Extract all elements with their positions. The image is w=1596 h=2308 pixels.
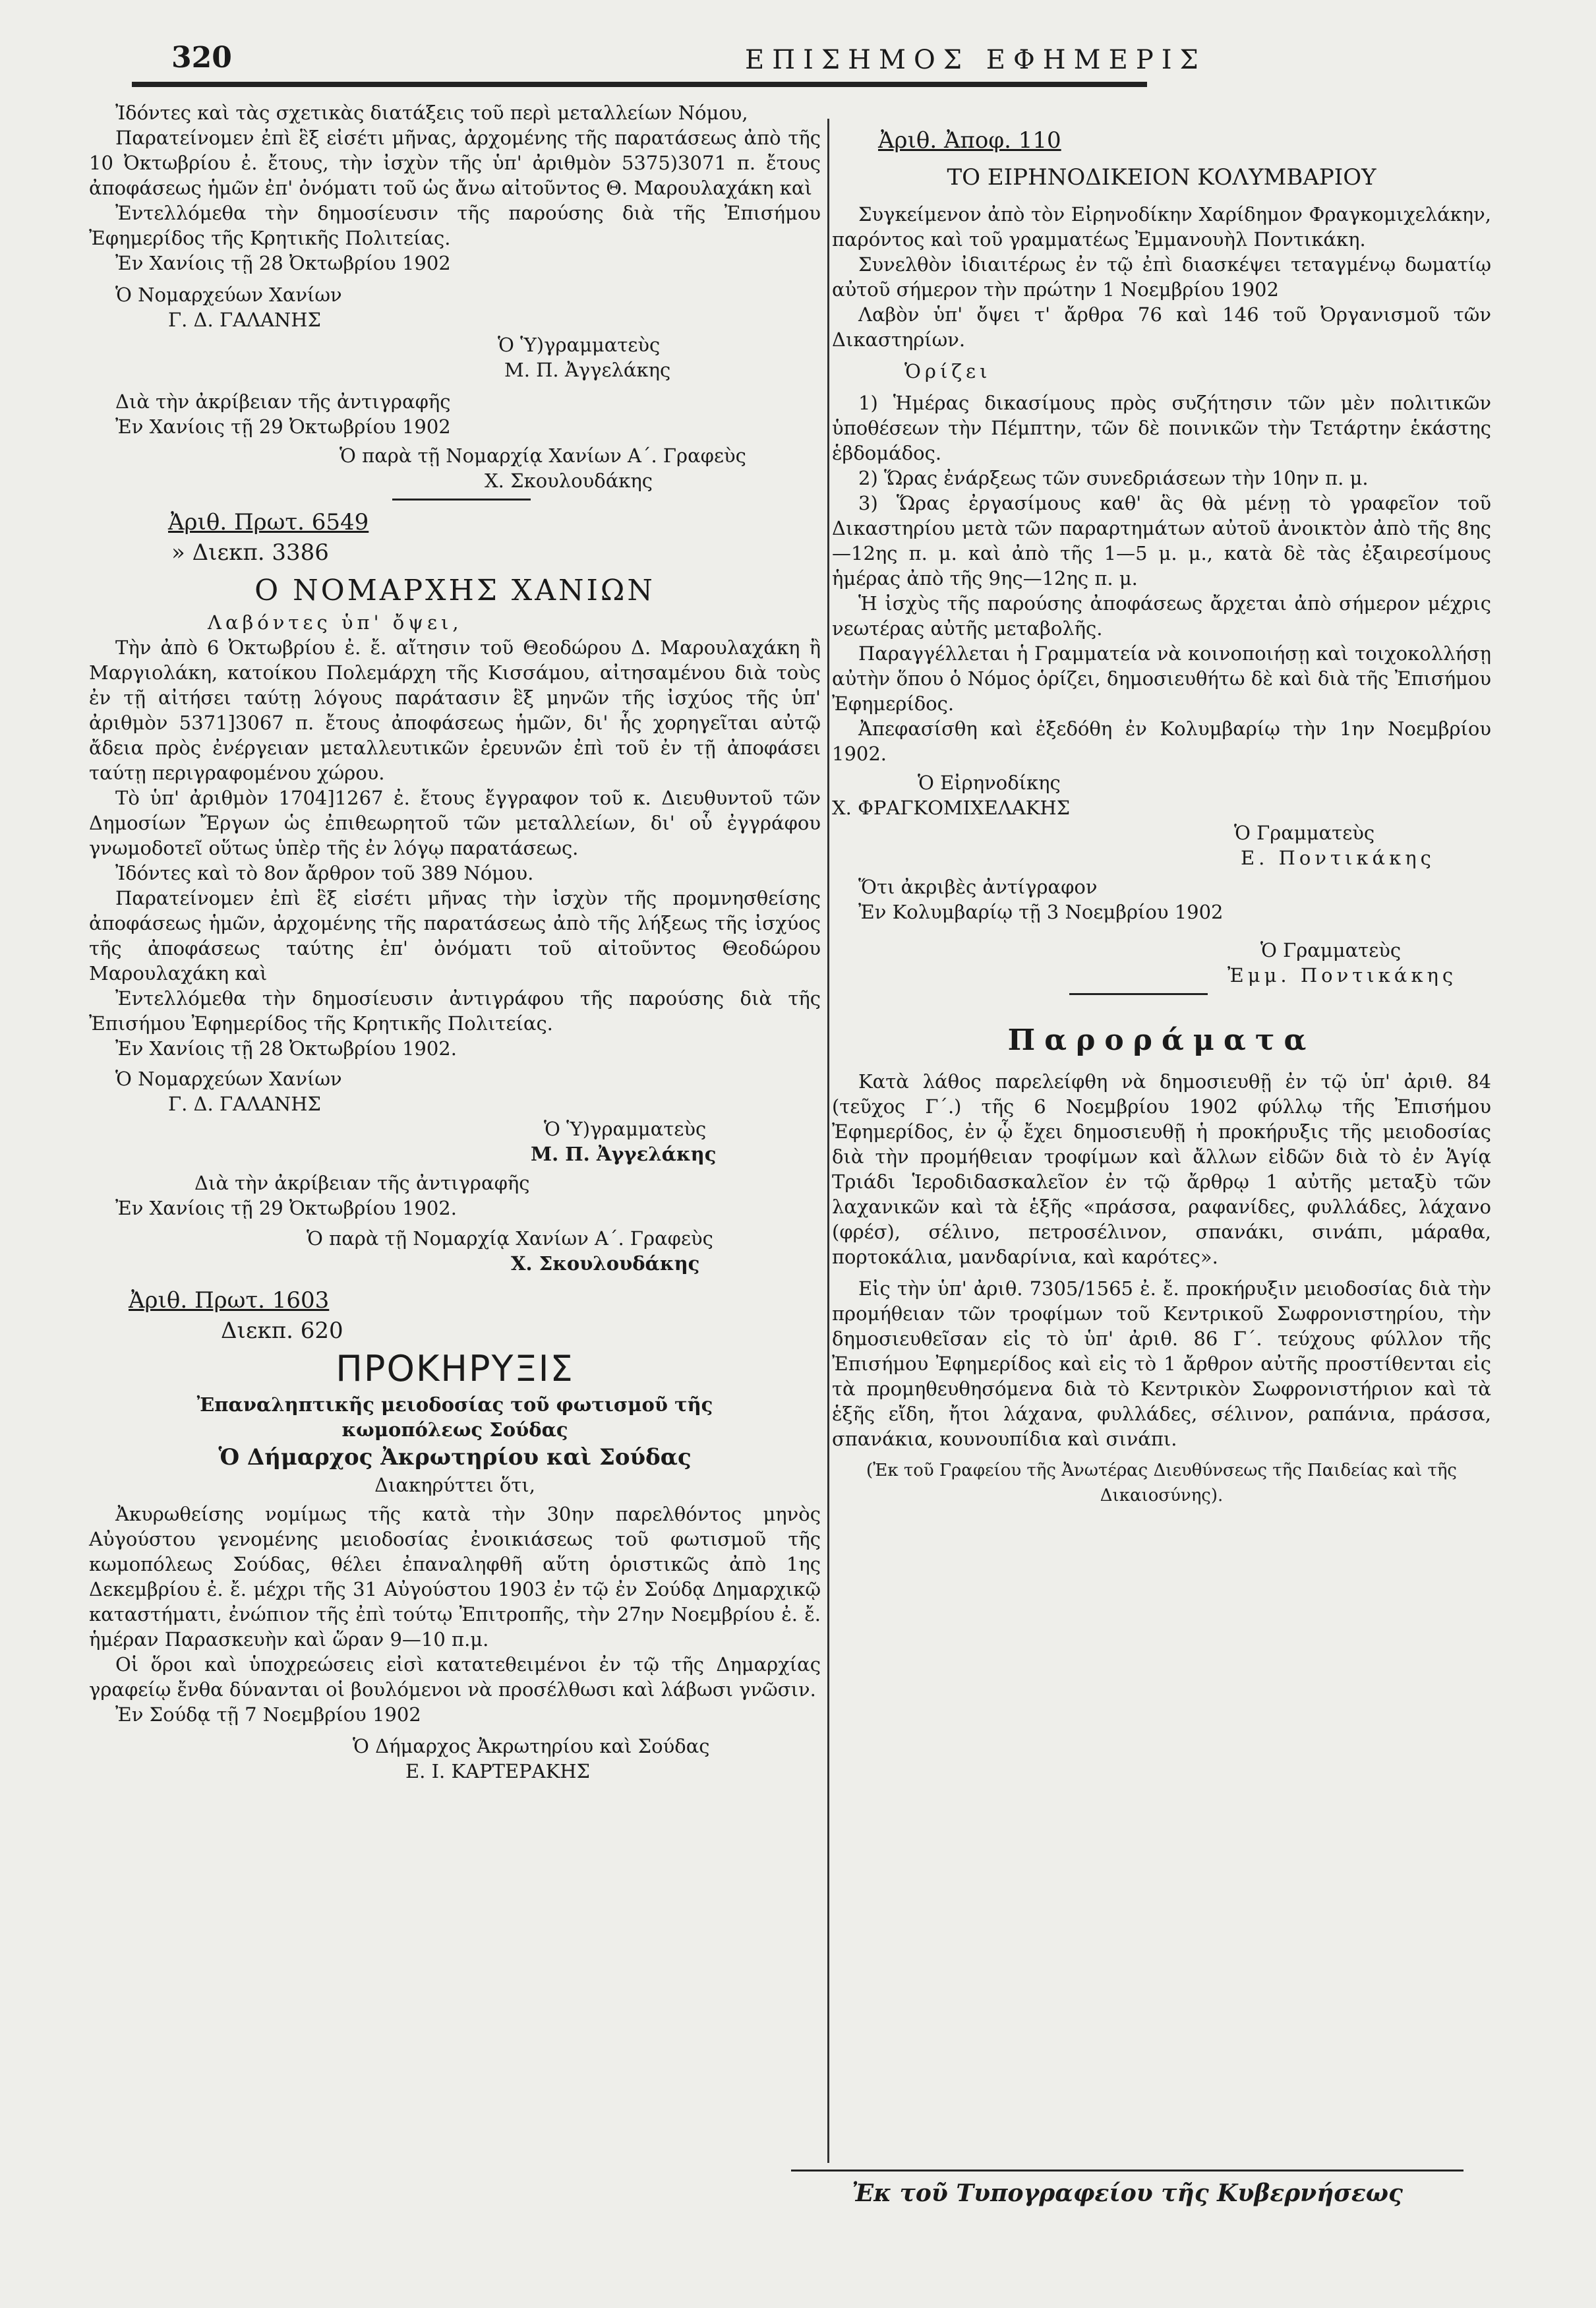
proclamation-issuer: Ὁ Δήμαρχος Ἀκρωτηρίου καὶ Σούδας	[218, 1444, 692, 1471]
decision-number: Ἀριθ. Ἀποφ. 110	[878, 127, 1061, 154]
right-column	[832, 125, 1491, 1508]
signatory-name: Ε. Ι. ΚΑΡΤΕΡΑΚΗΣ	[405, 1760, 591, 1782]
date-line: Ἐν Χανίοις τῇ 29 Ὀκτωβρίου 1902	[115, 415, 451, 438]
paragraph: Ἐντελλόμεθα τὴν δημοσίευσιν τῆς παρούσης διὰ τῆς Ἐπισήμου Ἐφημερίδος τῆς Κρητικῆς Πολιτείας.	[89, 202, 821, 249]
date-line: Ἐν Χανίοις τῇ 28 Ὀκτωβρίου 1902.	[115, 1037, 457, 1060]
paragraph: Οἱ ὅροι καὶ ὑποχρεώσεις εἰσὶ κατατεθειμένοι ἐν τῷ τῆς Δημαρχίας γραφείῳ ἔνθα δύνανται οἱ βουλόμενοι νὰ προσέλθωσι καὶ λάβωσι γνῶσιν.	[89, 1653, 821, 1701]
signatory-name: Γ. Δ. ΓΑΛΑΝΗΣ	[168, 1093, 322, 1115]
spacer	[832, 193, 1491, 202]
date-line: Ἐν Χανίοις τῇ 28 Ὀκτωβρίου 1902	[115, 252, 451, 274]
certification-line: Ὅτι ἀκριβὲς ἀντίγραφον	[858, 876, 1098, 898]
proclamation-subtitle: Ἐπαναληπτικῆς μειοδοσίας τοῦ φωτισμοῦ τῆς κωμοπόλεως Σούδας	[196, 1393, 713, 1441]
date-line: Ἐν Σούδᾳ τῇ 7 Νοεμβρίου 1902	[115, 1703, 421, 1726]
paragraph: Ἀκυρωθείσης νομίμως τῆς κατὰ τὴν 30ην παρελθόντος μηνὸς Αὐγούστου γενομένης μειοδοσίας ἐνοικιάσεως τοῦ φωτισμοῦ τῆς κωμοπόλεως Σούδας, θέλει ἐπαναληφθῆ αὕτη ὁριστικῶς ἀπὸ 1ης Δεκεμβρίου ἐ. ἔ. μέχρι τῆς 31 Αὐγούστου 1903 ἐν τῷ ἐν Σούδᾳ Δημαρχικῷ καταστήματι, ἐνώπιον τῆς ἐπὶ τούτῳ Ἐπιτροπῆς, τὴν 27ην Νοεμβρίου ἐ. ἔ. ἡμέραν Παρασκευὴν καὶ ὥραν 9—10 π.μ.	[89, 1503, 821, 1651]
paragraph: Ἡ ἰσχὺς τῆς παρούσης ἀποφάσεως ἄρχεται ἀπὸ σήμερον μέχρις νεωτέρας αὐτῆς μεταβολῆς.	[832, 592, 1491, 640]
certification-line: Διὰ τὴν ἀκρίβειαν τῆς ἀντιγραφῆς	[194, 1172, 530, 1194]
header-rule	[132, 82, 1147, 87]
signatory-title: Ὁ παρὰ τῇ Νομαρχίᾳ Χανίων Α΄. Γραφεὺς	[340, 444, 746, 467]
protocol-number: Ἀριθ. Πρωτ. 1603	[129, 1287, 330, 1314]
signatory-name: Μ. Π. Ἀγγελάκης	[504, 359, 671, 381]
paragraph: Κατὰ λάθος παρελείφθη νὰ δημοσιευθῇ ἐν τῷ ὑπ' ἀριθ. 84 (τεῦχος Γ΄.) τῆς 6 Νοεμβρίου 1902 φύλλῳ τῆς Ἐπισήμου Ἐφημερίδος, ἐν ᾧ ἔχει δημοσιευθῇ ἡ προκήρυξις τῆς μειοδοσίας διὰ τὴν προμήθειαν τροφίμων καὶ ἄλλων εἰδῶν διὰ τὸ ἐν Ἁγίᾳ Τριάδι Ἱεροδιδασκαλεῖον ἐν τῷ ἄρθρῳ 1 αὐτῆς μεταξὺ τῶν λαχανικῶν καὶ τὰ ἑξῆς «πράσσα, ραφανίδες, φυλλάδες, λάχανο (φρέσ), σέλινο, πετροσέλινον, σπανάκι, σινάπι, μάραθα, πορτοκάλια, μανδαρίνια, καὶ καρότες».	[832, 1070, 1491, 1268]
signatory-title: Ὁ Γραμματεὺς	[1260, 939, 1402, 961]
column-divider	[827, 119, 829, 2163]
preamble: Λαβόντες ὑπ' ὄψει,	[208, 611, 463, 634]
court-heading: ΤΟ ΕΙΡΗΝΟΔΙΚΕΙΟΝ ΚΟΛΥΜΒΑΡΙΟΥ	[947, 164, 1376, 191]
dispatch-number: Διεκπ. 620	[221, 1318, 343, 1344]
errata-heading: Παροράματα	[1007, 1023, 1316, 1057]
signatory-name: Μ. Π. Ἀγγελάκης	[531, 1143, 717, 1165]
spacer	[832, 1060, 1491, 1069]
printer-imprint: Ἐκ τοῦ Τυπογραφείου τῆς Κυβερνήσεως	[852, 2179, 1403, 2207]
paragraph: Συνελθὸν ἰδιαιτέρως ἐν τῷ ἐπὶ διασκέψει τεταγμένῳ δωματίῳ αὐτοῦ σήμερον τὴν πρώτην 1 Νοεμβρίου 1902	[832, 253, 1491, 301]
signatory-title: Ὁ Νομαρχεύων Χανίων	[115, 1068, 342, 1090]
section-heading: Ο ΝΟΜΑΡΧΗΣ ΧΑΝΙΩΝ	[254, 574, 655, 607]
date-line: Ἐν Χανίοις τῇ 29 Ὀκτωβρίου 1902.	[115, 1197, 457, 1219]
paragraph: Παρατείνομεν ἐπὶ ἓξ εἰσέτι μῆνας τὴν ἰσχὺν τῆς προμνησθείσης ἀποφάσεως ἡμῶν, ἀρχομένης τῆς παρατάσεως ἀπὸ τῆς λήξεως τῆς ἰσχύος τῆς ἀποφάσεως ταύτης ἐπ' ὀνόματι τοῦ αἰτοῦντος Θεοδώρου Μαρουλαχάκη καὶ	[89, 887, 821, 985]
spacer	[832, 1002, 1491, 1021]
paragraph: Ἰδόντες καὶ τὰς σχετικὰς διατάξεις τοῦ περὶ μεταλλείων Νόμου,	[115, 102, 748, 124]
paragraph: Λαβὸν ὑπ' ὄψει τ' ἄρθρα 76 καὶ 146 τοῦ Ὀργανισμοῦ τῶν Δικαστηρίων.	[832, 303, 1491, 351]
signatory-name: Χ. Σκουλουδάκης	[485, 470, 653, 492]
footer-rule	[791, 2170, 1463, 2171]
separator-rule	[1069, 993, 1208, 995]
paragraph: Τὴν ἀπὸ 6 Ὀκτωβρίου ἐ. ἔ. αἴτησιν τοῦ Θεοδώρου Δ. Μαρουλαχάκη ἢ Μαργιολάκη, κατοίκου Πολεμάρχη τῆς Κισσάμου, αἰτησαμένου διὰ τοὺς ἐν τῇ αἰτήσει ταύτῃ λόγους παράτασιν ἓξ μηνῶν τῆς ἰσχύος τῆς ὑπ' ἀριθμὸν 5371]3067 π. ἔτους ἀποφάσεως ἡμῶν, δι' ἧς χορηγεῖται αὐτῷ ἄδεια πρὸς ἐνέργειαν μεταλλευτικῶν ἐρευνῶν ἐπὶ τοῦ ἐν τῇ ἀποφάσει ταύτῃ περιγραφομένου χώρου.	[89, 636, 821, 784]
paragraph: Ἀπεφασίσθη καὶ ἐξεδόθη ἐν Κολυμβαρίῳ τὴν 1ην Νοεμβρίου 1902.	[832, 717, 1491, 765]
separator-rule	[392, 499, 531, 501]
signatory-title: Ὁ Γραμματεὺς	[1234, 822, 1375, 844]
protocol-number: Ἀριθ. Πρωτ. 6549	[168, 509, 369, 535]
paragraph: Τὸ ὑπ' ἀριθμὸν 1704]1267 ἐ. ἔτους ἔγγραφον τοῦ κ. Διευθυντοῦ τῶν Δημοσίων Ἔργων ὡς ἐπιθεωρητοῦ τῶν μεταλλείων, δι' οὗ ἐγγράφου γνωμοδοτεῖ οὕτως ὑπὲρ τῆς ἐν λόγῳ παρατάσεως.	[89, 787, 821, 859]
dispatch-number: » Διεκπ. 3386	[171, 539, 329, 566]
signatory-title: Ὁ Δήμαρχος Ἀκρωτηρίου καὶ Σούδας	[353, 1735, 710, 1757]
page-number: 320	[171, 41, 232, 75]
signatory-name: Ἐμμ. Ποντικάκης	[1227, 964, 1458, 987]
signatory-title: Ὁ Νομαρχεύων Χανίων	[115, 284, 342, 306]
signatory-name: Γ. Δ. ΓΑΛΑΝΗΣ	[168, 309, 322, 331]
paragraph: Εἰς τὴν ὑπ' ἀριθ. 7305/1565 ἐ. ἔ. προκήρυξιν μειοδοσίας διὰ τὴν προμήθειαν τῶν τροφίμων τοῦ Κεντρικοῦ Σωφρονιστηρίου, τὴν δημοσιευθεῖσαν εἰς τὸ ὑπ' ἀριθ. 86 Γ΄. τεύχους φύλλον τῆς Ἐπισήμου Ἐφημερίδος καὶ εἰς τὸ 1 ἄρθρον αὐτῆς προστίθενται εἰς τὰ προμηθευθησόμενα διὰ τὸ Κεντρικὸν Σωφρονιστήριον καὶ τὰ ἑξῆς εἴδη, ἤτοι λάχανα, φυλλάδες, σέλινον, ραπάνια, πράσσα, σπανάκια, κουνουπίδια καὶ σινάπι.	[832, 1277, 1491, 1450]
signatory-name: Χ. Σκουλουδάκης	[511, 1252, 700, 1275]
paragraph: Παραγγέλλεται ἡ Γραμματεία νὰ κοινοποιήσῃ καὶ τοιχοκολλήσῃ αὐτὴν ὅπου ὁ Νόμος ὁρίζει, δημοσιευθήτω δὲ καὶ διὰ τῆς Ἐπισήμου Ἐφημερίδος.	[832, 642, 1491, 715]
list-item: 2) Ὥρας ἐνάρξεως τῶν συνεδριάσεων τὴν 10ην π. μ.	[858, 467, 1369, 489]
paragraph: Ἐντελλόμεθα τὴν δημοσίευσιν ἀντιγράφου τῆς παρούσης διὰ τῆς Ἐπισήμου Ἐφημερίδος τῆς Κρητικῆς Πολιτείας.	[89, 987, 821, 1035]
certification-line: Διὰ τὴν ἀκρίβειαν τῆς ἀντιγραφῆς	[115, 390, 451, 413]
list-item: 3) Ὥρας ἐργασίμους καθ' ἃς θὰ μένῃ τὸ γραφεῖον τοῦ Δικαστηρίου μετὰ τῶν παραρτημάτων αὐτοῦ ἀνοικτὸν ἀπὸ τῆς 8ης —12ης π. μ. καὶ ἀπὸ τῆς 1—5 μ. μ., κατὰ δὲ τὰς ἐξαιρεσίμους ἡμέρας ἀπὸ τῆς 9ης—12ης π. μ.	[832, 492, 1491, 590]
list-item: 1) Ἡμέρας δικασίμους πρὸς συζήτησιν τῶν μὲν πολιτικῶν ὑποθέσεων τὴν Πέμπτην, τῶν δὲ ποινικῶν τὴν Τετάρτην ἑκάστης ἑβδομάδος.	[832, 392, 1491, 464]
left-column	[89, 100, 821, 1784]
source-note: (Ἐκ τοῦ Γραφείου τῆς Ἀνωτέρας Διευθύνσεως τῆς Παιδείας καὶ τῆς Δικαιοσύνης).	[866, 1461, 1457, 1505]
paragraph: Ἰδόντες καὶ τὸ 8ον ἄρθρον τοῦ 389 Νόμου.	[115, 862, 534, 884]
signatory-title: Ὁ Ὑ)γραμματεὺς	[498, 334, 661, 356]
page-header	[125, 41, 1457, 80]
signatory-title: Ὁ Εἰρηνοδίκης	[918, 772, 1061, 794]
paragraph: Συγκείμενον ἀπὸ τὸν Εἰρηνοδίκην Χαρίδημον Φραγκομιχελάκην, παρόντος καὶ τοῦ γραμματέως Ἐμμανουὴλ Ποντικάκη.	[832, 203, 1491, 251]
signatory-name: Ε. Ποντικάκης	[1241, 847, 1435, 869]
gazette-title: ΕΠΙΣΗΜΟΣ ΕΦΗΜΕΡΙΣ	[745, 45, 1206, 75]
spacer	[89, 1276, 821, 1285]
signatory-name: Χ. ΦΡΑΓΚΟΜΙΧΕΛΑΚΗΣ	[832, 797, 1071, 819]
decree-heading: Ὁρίζει	[904, 360, 991, 382]
proclamation-intro: Διακηρύττει ὅτι,	[374, 1474, 535, 1496]
signatory-title: Ὁ Ὑ)γραμματεὺς	[544, 1118, 707, 1140]
paragraph: Παρατείνομεν ἐπὶ ἓξ εἰσέτι μῆνας, ἀρχομένης τῆς παρατάσεως ἀπὸ τῆς 10 Ὀκτωβρίου ἐ. ἔτους, τὴν ἰσχὺν τῆς ὑπ' ἀριθμὸν 5375)3071 π. ἔτους ἀποφάσεως ἡμῶν ἐπ' ὀνόματι τοῦ ὡς ἄνω αἰτοῦντος Θ. Μαρουλαχάκη καὶ	[89, 127, 821, 199]
date-line: Ἐν Κολυμβαρίῳ τῇ 3 Νοεμβρίου 1902	[858, 901, 1224, 923]
proclamation-title: ΠΡΟΚΗΡΥΞΙΣ	[336, 1348, 574, 1389]
signatory-title: Ὁ παρὰ τῇ Νομαρχίᾳ Χανίων Α΄. Γραφεὺς	[307, 1227, 713, 1250]
